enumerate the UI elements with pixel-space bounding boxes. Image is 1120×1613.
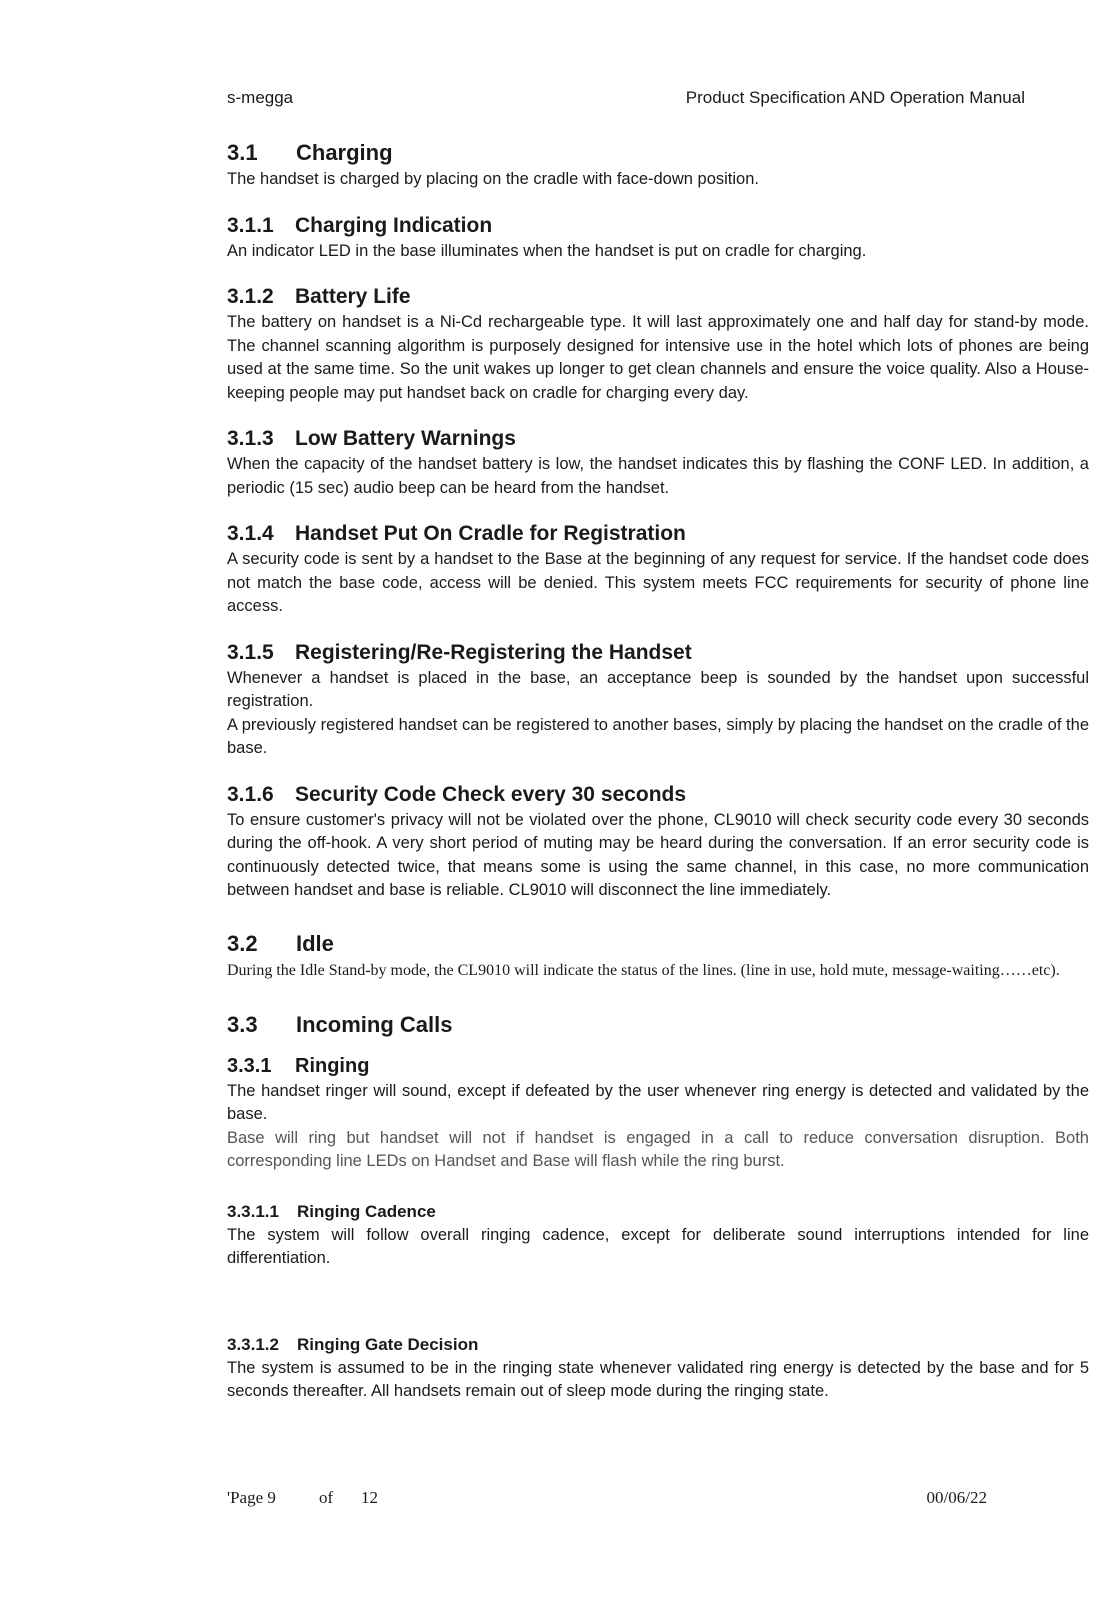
- section-number: 3.3.1: [227, 1054, 272, 1077]
- section-3-1: [227, 138, 1089, 192]
- section-body: The handset ringer will sound, except if defeated by the user whenever ring energy is detected and validated by the base.: [227, 1081, 1089, 1123]
- section-body: The handset is charged by placing on the cradle with face-down position.: [227, 170, 759, 188]
- section-number: 3.1.3: [227, 427, 274, 450]
- section-body: Base will ring but handset will not if handset is engaged in a call to reduce conversation disruption. Both corresponding line LEDs on Handset and Base will flash while the ring burst.: [227, 1128, 1089, 1170]
- subsection-heading: [227, 520, 1089, 548]
- page-number: [227, 1488, 378, 1508]
- section-3-1-5: [227, 639, 1089, 761]
- section-number: 3.2: [227, 930, 258, 956]
- section-body: When the capacity of the handset battery is low, the handset indicates this by flashing the CONF LED. In addition, a periodic (15 sec) audio beep can be heard from the handset.: [227, 455, 1089, 497]
- section-body: Whenever a handset is placed in the base, an acceptance beep is sounded by the handset upon successful registration.: [227, 668, 1089, 710]
- section-title: Incoming Calls: [296, 1011, 453, 1037]
- section-title: Ringing Gate Decision: [297, 1334, 479, 1354]
- section-number: 3.1.5: [227, 640, 274, 664]
- section-body: The system will follow overall ringing cadence, except for deliberate sound interruptions intended for line differentiation.: [227, 1225, 1089, 1267]
- section-body: To ensure customer's privacy will not be violated over the phone, CL9010 will check security code every 30 seconds during the off-hook. A very short period of muting may be heard during the conversation. If an error security code is continuously detected twice, that means some is using the same channel, in this case, no more communication between handset and base is reliable. CL9010 will disconnect the line immediately.: [227, 810, 1089, 899]
- footer-date: 00/06/22: [926, 1488, 987, 1507]
- subsection-heading: [227, 639, 1089, 667]
- section-3-1-3: [227, 425, 1089, 500]
- section-body: An indicator LED in the base illuminates when the handset is put on cradle for charging.: [227, 241, 867, 260]
- section-body: A previously registered handset can be registered to another bases, simply by placing the handset on the cradle of the base.: [227, 715, 1089, 757]
- section-3-3-1: [227, 1052, 1089, 1174]
- section-number: 3.1.6: [227, 782, 274, 806]
- section-heading: [227, 929, 1089, 959]
- section-3-2: [227, 929, 1089, 982]
- section-body: The battery on handset is a Ni-Cd rechargeable type. It will last approximately one and half day for stand-by mode. The channel scanning algorithm is purposely designed for intensive use in the hotel which lots of phones are being used at the same time. So the unit wakes up longer to get clean channels and ensure the voice quality. Also a House-keeping people may put handset back on cradle for charging every day.: [227, 313, 1089, 402]
- section-body: The system is assumed to be in the ringing state whenever validated ring energy is detected by the base and for 5 seconds thereafter. All handsets remain out of sleep mode during the ringing state.: [227, 1358, 1089, 1400]
- section-title: Security Code Check every 30 seconds: [295, 782, 687, 806]
- section-title: Ringing Cadence: [297, 1201, 436, 1221]
- section-number: 3.1: [227, 140, 258, 165]
- section-number: 3.3.1.1: [227, 1201, 279, 1221]
- subsection-heading: [227, 283, 1089, 311]
- section-number: 3.3.1.2: [227, 1334, 279, 1354]
- section-body: During the Idle Stand-by mode, the CL9010 will indicate the status of the lines. (line in use, hold mute, message-waiting……etc).: [227, 961, 1060, 979]
- page-label: 'Page 9: [227, 1488, 276, 1507]
- section-title: Low Battery Warnings: [295, 427, 516, 450]
- page-of: of: [319, 1488, 334, 1507]
- section-3-1-1: [227, 212, 1089, 264]
- subsection-heading: [227, 425, 1089, 453]
- section-heading: [227, 138, 1089, 168]
- section-title: Idle: [296, 930, 334, 956]
- section-3-3-1-1: [227, 1200, 1089, 1271]
- page-content: [227, 138, 1089, 1424]
- section-title: Charging: [296, 140, 393, 165]
- section-3-1-6: [227, 781, 1089, 903]
- section-title: Battery Life: [295, 285, 411, 308]
- section-3-1-4: [227, 520, 1089, 619]
- section-body: A security code is sent by a handset to the Base at the beginning of any request for service. If the handset code does not match the base code, access will be denied. This system meets FCC requirements for security of phone line access.: [227, 550, 1089, 615]
- header-right: Product Specification AND Operation Manual: [685, 88, 1025, 107]
- header-left: s-megga: [227, 88, 294, 107]
- section-number: 3.1.2: [227, 285, 274, 308]
- subsubsection-heading: [227, 1333, 1089, 1357]
- section-heading: [227, 1010, 1089, 1040]
- section-3-3-1-2: [227, 1333, 1089, 1404]
- page-total: 12: [361, 1488, 378, 1507]
- section-number: 3.1.1: [227, 213, 274, 237]
- section-title: Registering/Re-Registering the Handset: [295, 640, 692, 664]
- section-number: 3.3: [227, 1011, 258, 1037]
- section-3-1-2: [227, 283, 1089, 405]
- subsection-heading: [227, 781, 1089, 809]
- subsection-heading: [227, 212, 1089, 240]
- section-3-3: [227, 1010, 1089, 1040]
- subsection-heading: [227, 1052, 1089, 1080]
- subsubsection-heading: [227, 1200, 1089, 1224]
- section-number: 3.1.4: [227, 522, 274, 545]
- section-title: Handset Put On Cradle for Registration: [295, 522, 686, 545]
- section-title: Charging Indication: [295, 213, 493, 237]
- section-title: Ringing: [295, 1054, 370, 1077]
